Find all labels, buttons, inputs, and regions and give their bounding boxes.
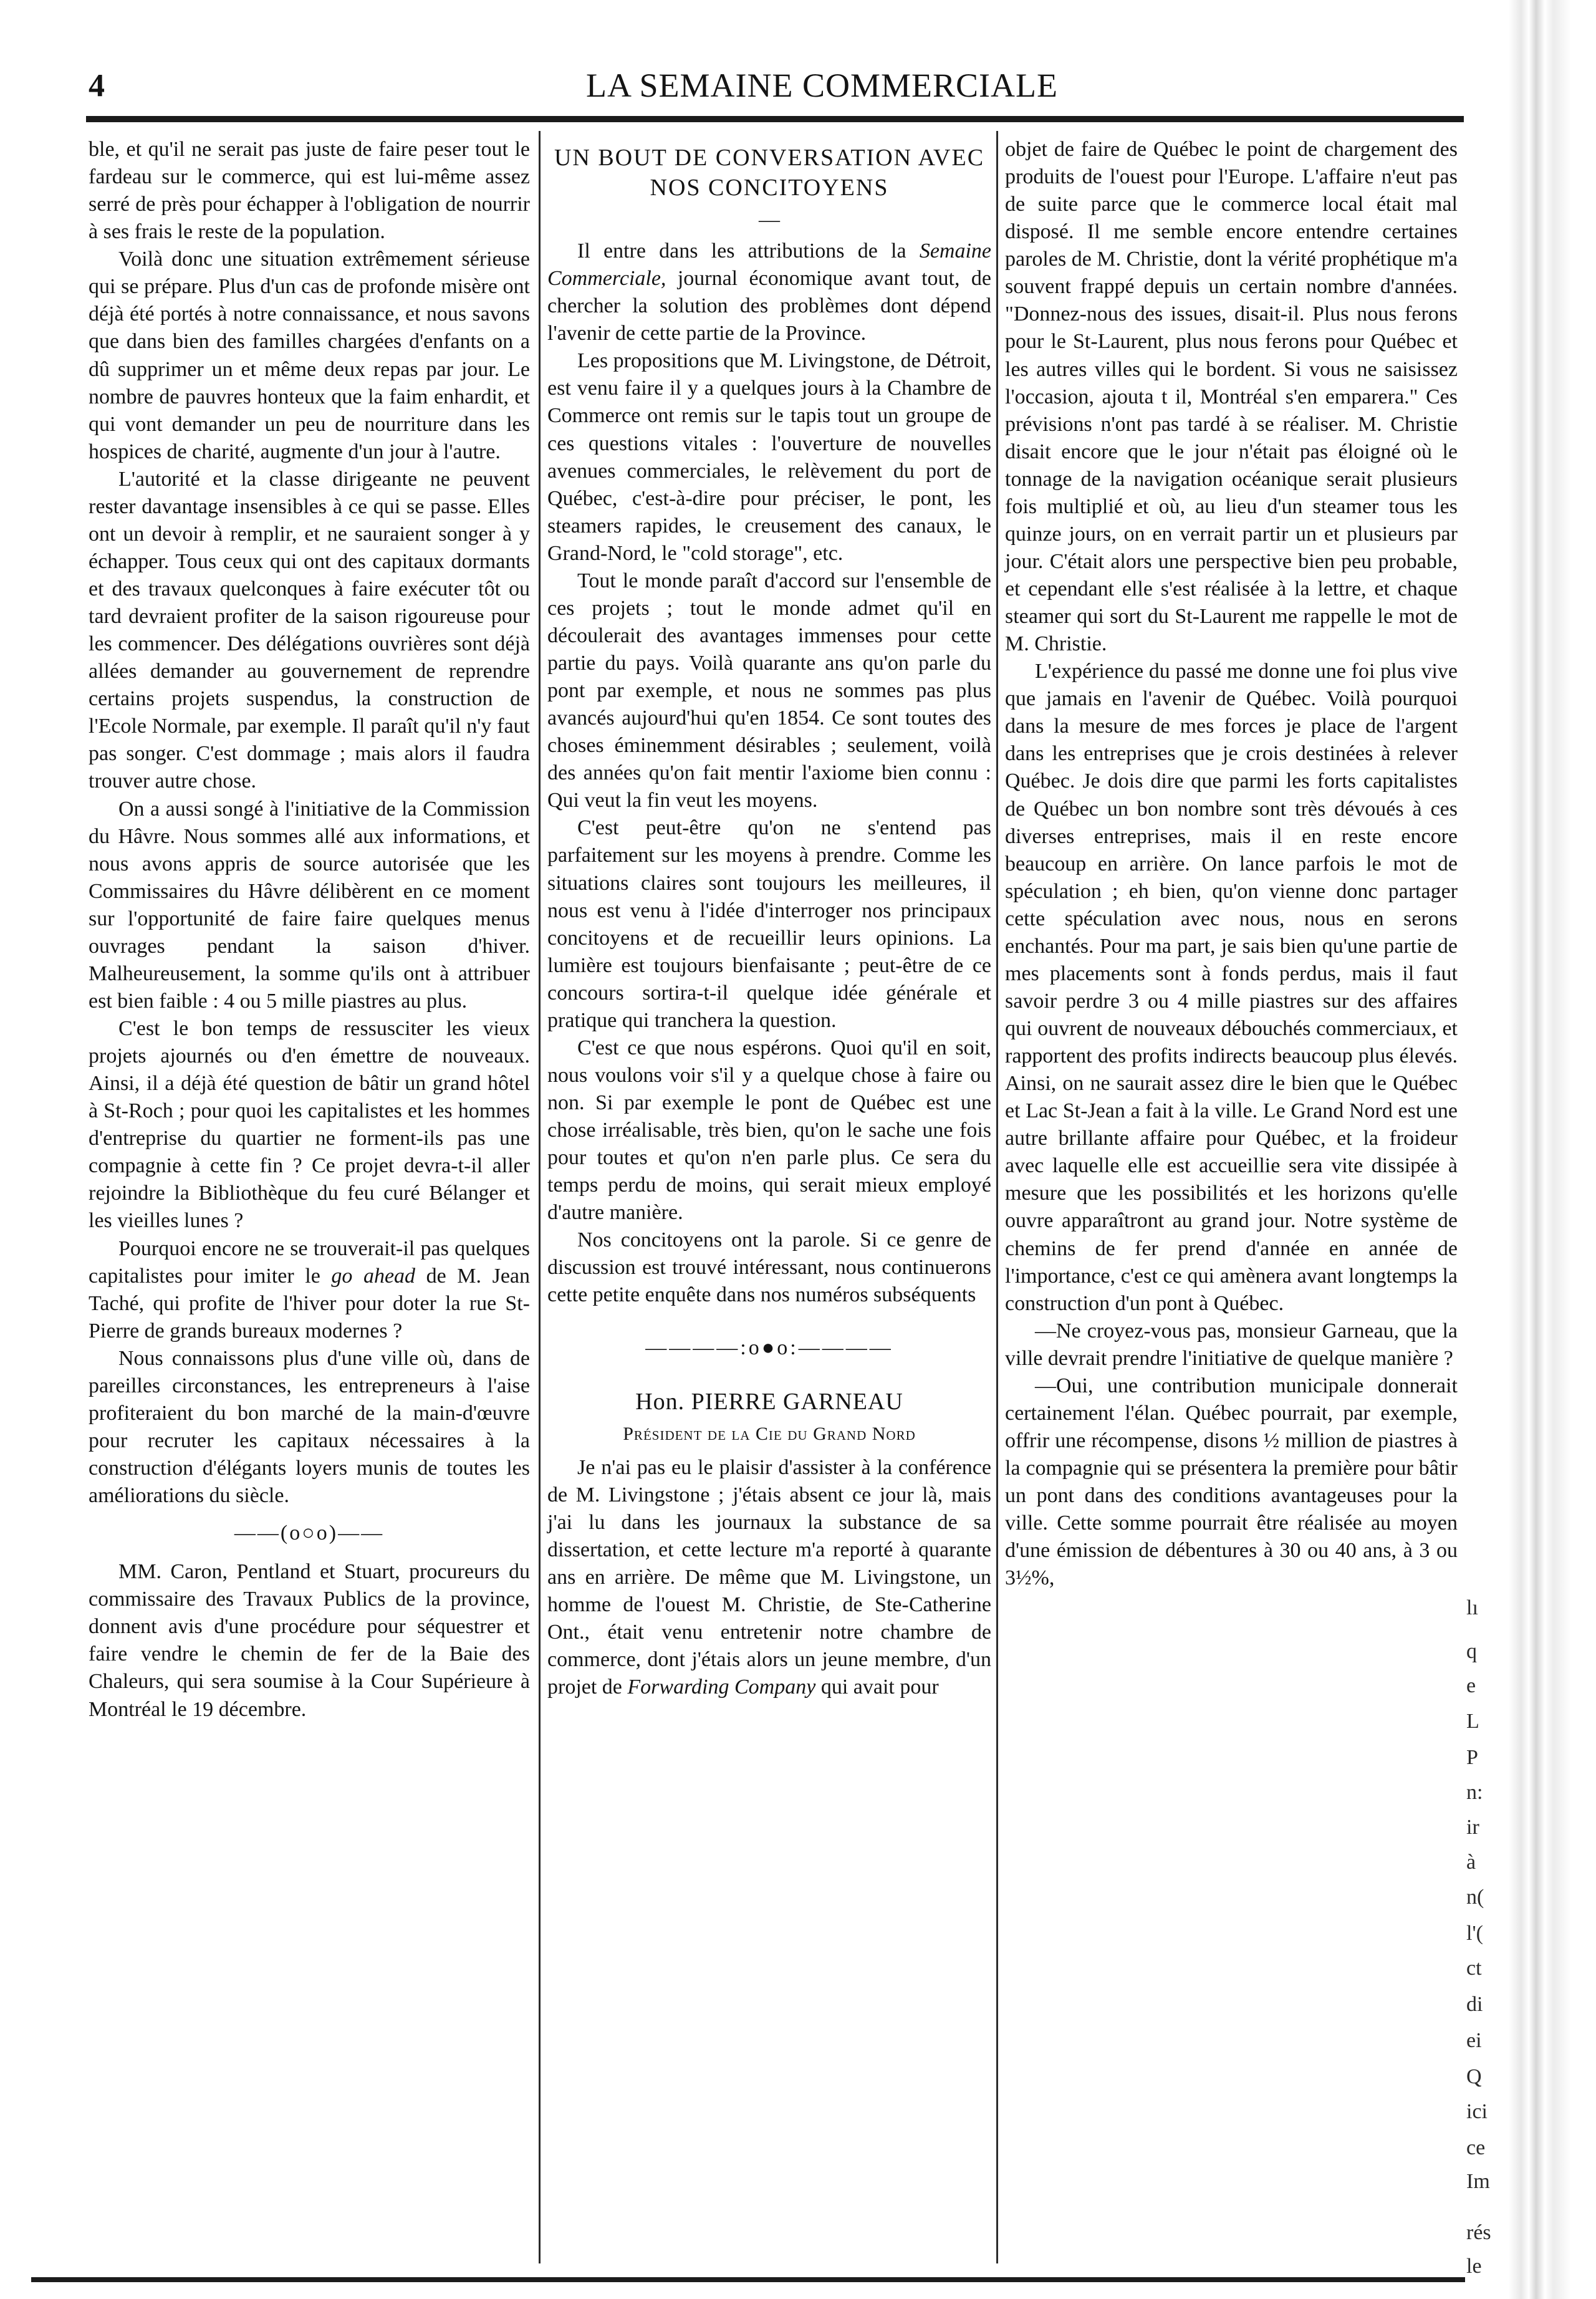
adjacent-page-fragment: à bbox=[1466, 1851, 1476, 1874]
adjacent-page-fragment: le bbox=[1466, 2255, 1482, 2278]
adjacent-page-fragment: di bbox=[1466, 1993, 1483, 2016]
col3-paragraph-3: —Ne croyez-vous pas, monsieur Garneau, que la ville devrait prendre l'initiative de quelque manière ? bbox=[1005, 1319, 1458, 1370]
adjacent-page-fragment: ei bbox=[1466, 2029, 1482, 2052]
col1-paragraph-3: L'autorité et la classe dirigeante ne peuvent rester davantage insensibles à ce qui se passe. Elles ont un devoir à remplir, et ne sauraient songer à y échapper. Tous ceux qui ont des capitaux dormants et des travaux quelconques à faire exécuter tôt ou tard devraient profiter de la saison rigoureuse pour les commencer. Des délégations ouvrières sont déjà allées demander au gouvernement de reprendre certains projets suspendus, la construction de l'Ecole Normale, par exemple. Il paraît qu'il n'y faut pas songer. C'est dommage ; mais alors il faudra trouver autre chose. bbox=[89, 467, 530, 793]
column-divider-1 bbox=[539, 131, 541, 2263]
col1-ornament: ——(o○o)—— bbox=[234, 1521, 385, 1545]
col1-p6-text-a: Pourquoi encore ne se trouverait-il pas quelques capitalistes pour imiter le bbox=[89, 1236, 530, 1288]
col1-p6-italic: go ahead bbox=[331, 1264, 416, 1288]
adjacent-page-fragment: q bbox=[1466, 1640, 1477, 1663]
adjacent-page-edge bbox=[1509, 0, 1571, 2299]
adjacent-page-fragment: ct bbox=[1466, 1957, 1482, 1980]
col1-paragraph-5: C'est le bon temps de ressusciter les vieux projets ajournés ou d'en émettre de nouveaux. Ainsi, il a déjà été question de bâtir un grand hôtel à St-Roch ; pour quoi les capitalistes et les hommes d'entreprise du quartier ne forment-ils pas une compagnie à cette fin ? Ce projet devra-t-il aller rejoindre la Bibliothèque du feu curé Bélanger et les vieilles lunes ? bbox=[89, 1017, 530, 1233]
masthead-title: LA SEMAINE COMMERCIALE bbox=[586, 67, 1059, 104]
adjacent-page-fragment: e bbox=[1466, 1674, 1476, 1697]
column-3 bbox=[1005, 136, 1458, 1592]
adjacent-page-fragment: Im bbox=[1466, 2170, 1490, 2193]
adjacent-page-fragment: P bbox=[1466, 1746, 1478, 1769]
header-rule bbox=[86, 116, 1464, 122]
headline-dash: — bbox=[759, 208, 780, 231]
col1-p6-text-b: de M. Jean Taché, qui profite de l'hiver pour doter la rue St-Pierre de grands bureaux modernes ? bbox=[89, 1264, 530, 1342]
col1-paragraph-4: On a aussi songé à l'initiative de la Commission du Hâvre. Nous sommes allé aux informations, et nous avons appris de source autorisée que les Commissaires du Hâvre délibèrent en ce moment sur l'opportunité de faire faire quelques menus ouvrages pendant la saison d'hiver. Malheureusement, la somme qu'ils ont à attribuer est bien faible : 4 ou 5 mille piastres au plus. bbox=[89, 797, 530, 1013]
interview-byline: Hon. PIERRE GARNEAU bbox=[635, 1388, 903, 1415]
adjacent-page-fragment: n( bbox=[1466, 1886, 1484, 1909]
column-divider-2 bbox=[996, 131, 998, 2263]
col1-paragraph-8: MM. Caron, Pentland et Stuart, procureurs du commissaire des Travaux Publics de la province, donnent avis d'une procédure pour séquestrer et faire vendre le chemin de fer de la Baie des Chaleurs, qui sera soumise à la Cour Supérieure à Montréal le 19 décembre. bbox=[89, 1560, 530, 1721]
column-1 bbox=[89, 136, 530, 1723]
adjacent-page-fragment: rés bbox=[1466, 2221, 1491, 2244]
page-number: 4 bbox=[89, 68, 105, 104]
col2-p1-italic: Semaine Commerciale, bbox=[547, 239, 991, 291]
col2-p7-text-b: qui avait pour bbox=[815, 1675, 939, 1699]
col1-paragraph-7: Nous connaissons plus d'une ville où, dans de pareilles circonstances, les entrepreneurs à l'aise profiteraient du bon marché de la main-d'œuvre pour recruter les capitaux nécessaires à la construction d'élégants loyers munis de toutes les améliorations du siècle. bbox=[89, 1346, 530, 1508]
column-2 bbox=[547, 136, 991, 1701]
adjacent-page-fragment: lı bbox=[1466, 1596, 1478, 1619]
col1-paragraph-2: Voilà donc une situation extrêmement sérieuse qui se prépare. Plus d'un cas de profonde misère ont déjà été portés à notre connaissance, et nous savons que dans bien des familles chargées d'enfants on a dû supprimer un et même deux repas par jour. Le nombre de pauvres honteux que la faim enhardit, et qui vont demander un peu de nourriture dans les hospices de charité, augmente d'un jour à l'autre. bbox=[89, 248, 530, 463]
col2-p7-italic: Forwarding Company bbox=[627, 1675, 816, 1699]
col1-paragraph-6 bbox=[89, 1235, 530, 1345]
col2-paragraph-4: C'est peut-être qu'on ne s'entend pas parfaitement sur les moyens à prendre. Comme les situations claires sont toujours les meilleures, il nous est venu à l'idée d'interroger nos principaux concitoyens et de recueillir leurs opinions. La lumière est toujours bienfaisante ; peut-être de ce concours sortira-t-il quelque idée générale et pratique qui tranchera la question. bbox=[547, 816, 991, 1032]
col2-paragraph-6: Nos concitoyens ont la parole. Si ce genre de discussion est trouvé intéressant, nous continuerons cette petite enquête dans nos numéros subséquents bbox=[547, 1228, 991, 1307]
adjacent-page-fragment: l'( bbox=[1466, 1922, 1483, 1945]
adjacent-page-fragment: ir bbox=[1466, 1816, 1479, 1839]
col3-paragraph-4: —Oui, une contribution municipale donnerait certainement l'élan. Québec pourrait, par exemple, offrir une récompense, disons ½ million de piastres à la compagnie qui se présentera la première pour bâtir un pont dans des conditions avantageuses pour la ville. Cette somme pourrait être réalisée au moyen d'une émission de débentures à 30 ou 40 ans, à 3 ou 3½%, bbox=[1005, 1374, 1458, 1590]
col2-paragraph-1 bbox=[547, 238, 991, 347]
col3-paragraph-2: L'expérience du passé me donne une foi plus vive que jamais en l'avenir de Québec. Voilà pourquoi dans la mesure de mes forces je place de l'argent dans les entreprises que je crois destinées à relever Québec. Je dois dire que parmi les forts capitalistes de Québec un bon nombre sont très dévoués à ces diverses entreprises, mais il en reste encore beaucoup en arrière. On lance parfois le mot de spéculation ; eh bien, qu'on vienne donc partager cette spéculation avec nous, nous en serons enchantés. Pour ma part, je sais bien qu'une partie de mes placements sont à fonds perdus, mais il faut savoir perdre 3 ou 4 mille piastres sur des affaires qui ouvrent de nouveaux débouchés commerciaux, et rapportent des profits indirects beaucoup plus élevés. Ainsi, on ne saurait assez dire le bien que le Québec et Lac St-Jean a fait à la ville. Le Grand Nord est une autre brillante affaire pour Québec, et la froideur avec laquelle elle est accueillie sera vite dissipée à mesure que les possibilités et les horizons qu'elle ouvre apparaîtront au grand jour. Notre système de chemins de fer prend d'année en année de l'importance, c'est ce qui amènera avant longtemps la construction d'un pont à Québec. bbox=[1005, 660, 1458, 1315]
footer-rule bbox=[31, 2277, 1465, 2282]
col2-paragraph-5: C'est ce que nous espérons. Quoi qu'il en soit, nous voulons voir s'il y a quelque chose à faire ou non. Si par exemple le pont de Québec est une chose irréalisable, très bien, qu'on le sache une fois pour toutes et qu'on n'en parle plus. Ce sera du temps perdu de moins, qui serait mieux employé d'autre manière. bbox=[547, 1036, 991, 1225]
col2-ornament: ————:o●o:———— bbox=[645, 1336, 893, 1359]
col1-paragraph-1: ble, et qu'il ne serait pas juste de faire peser tout le fardeau sur le commerce, qui est lui-même assez serré de près pour échapper à l'obligation de nourrir à ses frais le reste de la population. bbox=[89, 138, 530, 244]
adjacent-page-fragment: ici bbox=[1466, 2100, 1488, 2123]
col2-p1-text-a: Il entre dans les attributions de la bbox=[577, 239, 920, 263]
adjacent-page-fragment: L bbox=[1466, 1710, 1479, 1733]
col2-paragraph-3: Tout le monde paraît d'accord sur l'ensemble de ces projets ; tout le monde admet qu'il en découlerait des avantages immenses pour cette partie du pays. Voilà quarante ans qu'on parle du pont par exemple, et nous ne sommes pas plus avancés aujourd'hui qu'en 1854. Ce sont toutes des choses éminemment désirables ; seulement, voilà des années qu'on fait mentir l'axiome bien connu : Qui veut la fin veut les moyens. bbox=[547, 569, 991, 812]
adjacent-page-fragment: Q bbox=[1466, 2065, 1482, 2088]
article-headline: UN BOUT DE CONVERSATION AVEC NOS CONCITOYENS bbox=[554, 145, 985, 201]
col2-p1-text-b: journal économique avant tout, de chercher la solution des problèmes dont dépend l'avenir de cette partie de la Province. bbox=[547, 267, 991, 345]
interview-subtitle: Président de la Cie du Grand Nord bbox=[623, 1423, 916, 1444]
col2-paragraph-2: Les propositions que M. Livingstone, de Détroit, est venu faire il y a quelques jours à la Chambre de Commerce ont remis sur le tapis tout un groupe de ces questions vitales : l'ouverture de nouvelles avenues commerciales, le relèvement du port de Québec, c'est-à-dire pour préciser, le pont, les steamers rapides, le creusement des canaux, le Grand-Nord, le "cold storage", etc. bbox=[547, 349, 991, 565]
col2-p7-text: Je n'ai pas eu le plaisir d'assister à la conférence de M. Livingstone ; j'étais absent ce jour là, mais j'ai lu dans les journaux la substance de sa dissertation, et cette lecture m'a reporté à quarante ans en arrière. De même que M. Livingstone, un homme de l'ouest M. Christie, de Ste-Catherine Ont., était venu entretenir notre chambre de commerce, dont j'étais alors un jeune membre, d'un projet de bbox=[547, 1455, 991, 1699]
col3-paragraph-1: objet de faire de Québec le point de chargement des produits de l'ouest pour l'Europe. L'affaire n'eut pas de suite parce que le commerce local était mal disposé. Il me semble encore entendre certaines paroles de M. Christie, dont la vérité prophétique m'a souvent frappé depuis un certain nombre d'années. "Donnez-nous des issues, disait-il. Plus nous ferons pour le St-Laurent, plus nous ferons pour Québec et les autres villes qui le bordent. Si vous ne saisissez l'occasion, ajouta t il, Montréal s'en emparera." Ces prévisions n'ont pas tardé à se réaliser. M. Christie disait encore que le jour n'était pas éloigné où le tonnage de la navigation océanique serait plusieurs fois multiplié et où, au lieu d'un steamer tous les quinze jours, on en verrait partir un et plusieurs par jour. C'était alors une perspective bien peu probable, et cependant elle s'est réalisée à la lettre, et chaque steamer qui sort du St-Laurent me rappelle le mot de M. Christie. bbox=[1005, 138, 1458, 656]
adjacent-page-fragment: n: bbox=[1466, 1781, 1483, 1804]
col2-paragraph-7 bbox=[547, 1454, 991, 1702]
adjacent-page-fragment: ce bbox=[1466, 2136, 1486, 2159]
